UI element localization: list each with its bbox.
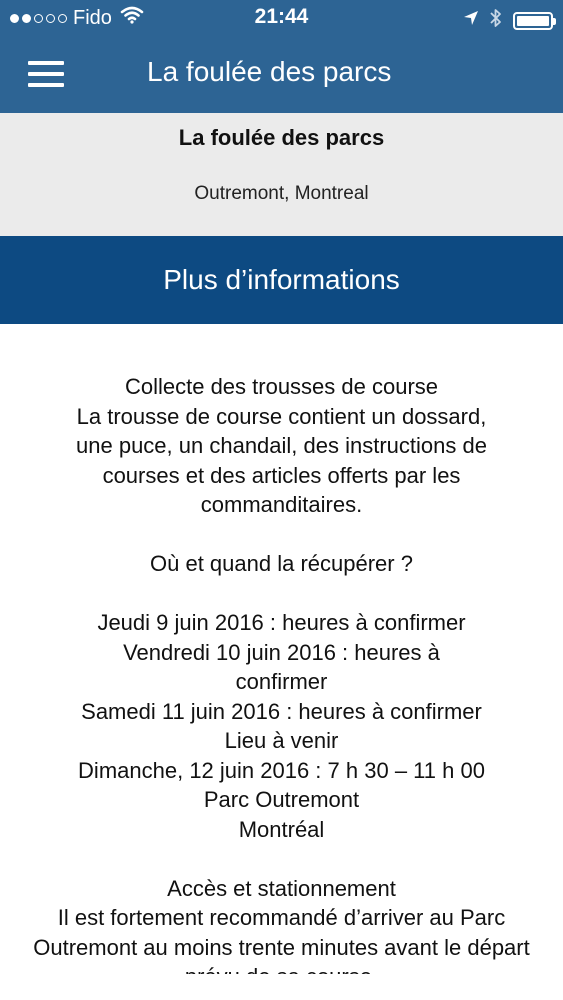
top-bar bbox=[0, 0, 563, 113]
status-right bbox=[463, 8, 553, 33]
bottom-strip bbox=[0, 974, 563, 1000]
location-arrow-icon bbox=[463, 10, 479, 31]
kit-description: La trousse de course contient un dossard, une puce, un chandail, des instructions de courses et des articles offerts par les commanditaires. bbox=[76, 403, 487, 517]
more-info-button[interactable]: Plus d’informations bbox=[0, 236, 563, 324]
schedule-line: Dimanche, 12 juin 2016 : 7 h 30 – 11 h 00 bbox=[78, 757, 485, 783]
status-bar bbox=[0, 0, 563, 36]
battery-level bbox=[517, 16, 549, 26]
event-name: La foulée des parcs bbox=[178, 125, 385, 150]
event-details-content[interactable] bbox=[0, 324, 563, 974]
bluetooth-icon bbox=[489, 8, 503, 33]
navigation-bar bbox=[0, 36, 563, 113]
event-location: Outremont, Montreal bbox=[194, 183, 369, 204]
status-time: 21:44 bbox=[254, 5, 309, 28]
schedule-line: Lieu à venir bbox=[224, 728, 339, 753]
access-text: Il est fortement recommandé d’arriver au Parc Outremont au moins trente minutes avant le départ bbox=[33, 905, 530, 960]
nav-title: La foulée des parcs bbox=[147, 56, 392, 87]
pickup-question: Où et quand la récupérer ? bbox=[150, 551, 413, 576]
carrier-name: Fido bbox=[73, 6, 112, 29]
schedule-line: Parc Outremont bbox=[203, 787, 360, 812]
schedule-line: Montréal bbox=[238, 816, 325, 842]
event-header bbox=[0, 113, 563, 236]
kit-title: Collecte des trousses de course bbox=[124, 374, 439, 399]
hamburger-menu-icon[interactable] bbox=[28, 61, 64, 87]
schedule-line: Vendredi 10 juin 2016 : heures à confirmer bbox=[123, 639, 440, 694]
battery-icon bbox=[513, 12, 553, 30]
schedule-line: Jeudi 9 juin 2016 : heures à confirmer bbox=[97, 610, 466, 635]
schedule-line: Samedi 11 juin 2016 : heures à confirmer bbox=[81, 698, 482, 724]
access-title: Accès et stationnement bbox=[167, 875, 396, 901]
